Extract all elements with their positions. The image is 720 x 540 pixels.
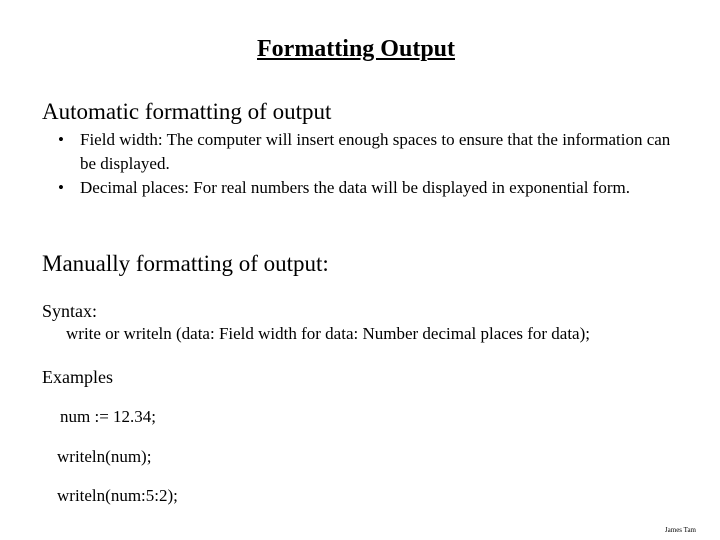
code-line: num := 12.34; bbox=[60, 407, 157, 426]
bullet-text: Decimal places: For real numbers the data will be displayed in exponential form. bbox=[80, 178, 630, 197]
examples-label: Examples bbox=[42, 367, 113, 387]
bullet-marker: • bbox=[58, 130, 64, 149]
section-heading-automatic: Automatic formatting of output bbox=[42, 99, 332, 124]
bullet-marker: • bbox=[58, 178, 64, 197]
syntax-label: Syntax: bbox=[42, 301, 98, 321]
bullet-text: Field width: The computer will insert enough spaces to ensure that the information can be displayed. bbox=[80, 130, 671, 173]
code-line: writeln(num:5:2); bbox=[57, 486, 178, 505]
code-line: writeln(num); bbox=[57, 447, 152, 466]
list-item bbox=[58, 176, 678, 200]
slide-title: Formatting Output bbox=[257, 36, 455, 62]
bullet-list bbox=[58, 128, 678, 200]
section-heading-manual: Manually formatting of output: bbox=[42, 251, 329, 276]
list-item bbox=[58, 128, 678, 176]
footer-author: James Tam bbox=[664, 526, 696, 534]
syntax-line: write or writeln (data: Field width for data: Number decimal places for data); bbox=[66, 324, 590, 343]
